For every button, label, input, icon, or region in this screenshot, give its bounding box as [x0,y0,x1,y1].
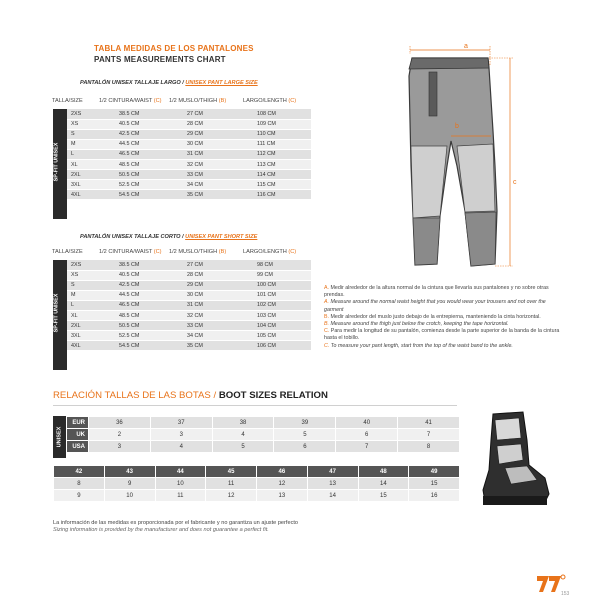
boot-size-cell: 36 [89,417,151,429]
waist-cell: 46.5 CM [117,300,173,310]
waist-cell: 52.5 CM [117,180,173,190]
size-cell: 2XL [67,321,117,331]
size-cell: XS [67,119,117,129]
unisex-label-bar [53,416,66,458]
length-cell: 112 CM [243,149,311,159]
boot-size-cell: 44 [155,466,206,478]
large-table-subtitle [80,80,258,86]
boot-row-label: EUR [67,417,89,429]
length-cell: 109 CM [243,119,311,129]
thigh-cell: 27 CM [173,260,243,270]
header-waist: 1/2 CINTURA/WAIST (C) [99,98,162,104]
measurement-note [324,299,564,313]
table-row [67,129,311,139]
table-row [67,139,311,149]
note-letter: C. [324,342,330,349]
note-text: Para medir la longitud de su pantalón, comienza desde la parte superior de la banda de la cintura hasta el tobillo. [324,328,560,342]
chart-title-en: PANTS MEASUREMENTS CHART [94,55,226,64]
size-cell: S [67,129,117,139]
length-cell: 105 CM [243,331,311,341]
boot-size-cell: 13 [257,490,308,502]
note-letter: A. [324,285,330,291]
boot-size-cell: 12 [206,490,257,502]
boot-size-cell: 2 [89,429,151,441]
note-text: Measure around the normal waist height that you would wear your trousers and not over the garment [324,299,546,313]
thigh-cell: 30 CM [173,290,243,300]
length-cell: 106 CM [243,341,311,351]
table-row [67,119,311,129]
length-cell: 104 CM [243,321,311,331]
boot-row [54,466,460,478]
note-text: Measure around the thigh just below the crotch, keeping the tape horizontal. [330,321,509,328]
table-row [67,109,311,119]
waist-cell: 44.5 CM [117,290,173,300]
thigh-cell: 28 CM [173,270,243,280]
boot-row-label: UK [67,429,89,441]
boot-size-cell: 5 [212,441,274,453]
boot-size-cell: 8 [398,441,460,453]
unisex-label: UNISEX [56,426,63,448]
thigh-cell: 33 CM [173,321,243,331]
thigh-cell: 32 CM [173,159,243,169]
boot-size-cell: 4 [150,441,212,453]
header-waist: 1/2 CINTURA/WAIST (C) [99,249,162,255]
table-row [67,321,311,331]
boot-size-cell: 16 [409,490,460,502]
boot-size-cell: 47 [307,466,358,478]
note-text: To measure your pant length, start from the top of the waist band to the ankle. [330,342,513,349]
waist-cell: 48.5 CM [117,310,173,320]
waist-cell: 40.5 CM [117,270,173,280]
thigh-cell: 32 CM [173,310,243,320]
short-table-header [52,249,296,255]
boot-size-cell: 10 [155,478,206,490]
boot-title-es: RELACIÓN TALLAS DE LAS BOTAS / [53,390,219,401]
note-letter: C. [324,328,330,335]
thigh-cell: 35 CM [173,190,243,200]
thigh-cell: 35 CM [173,341,243,351]
size-cell: M [67,139,117,149]
waist-cell: 42.5 CM [117,129,173,139]
large-fit-label: SP-FIT UNISEX [53,142,60,182]
boot-size-cell: 3 [89,441,151,453]
size-cell: 4XL [67,190,117,200]
thigh-cell: 34 CM [173,180,243,190]
size-cell: XL [67,159,117,169]
measurement-note [324,343,564,350]
short-table-subtitle [80,234,257,240]
boot-size-cell: 37 [150,417,212,429]
pants-diagram-icon [385,36,545,286]
table-row [67,260,311,270]
waist-cell: 54.5 CM [117,341,173,351]
waist-cell: 38.5 CM [117,260,173,270]
waist-cell: 44.5 CM [117,139,173,149]
large-size-table [67,109,311,200]
boot-row [67,417,460,429]
boot-size-table-2 [53,465,460,502]
waist-cell: 50.5 CM [117,321,173,331]
large-fit-label-bar [53,109,67,219]
size-cell: S [67,280,117,290]
footer-es: La información de las medidas es proporcionada por el fabricante y no garantiza un ajuste perfecto [53,520,299,526]
length-cell: 102 CM [243,300,311,310]
table-row [67,270,311,280]
thigh-cell: 27 CM [173,109,243,119]
size-cell: 2XL [67,170,117,180]
size-cell: 2XS [67,260,117,270]
header-length: LARGO/LENGTH (C) [243,249,297,255]
page-number: 153 [561,591,570,597]
measurement-note [324,321,564,328]
boot-size-cell: 40 [336,417,398,429]
thigh-cell: 29 CM [173,129,243,139]
table-row [67,310,311,320]
short-size-table [67,260,311,351]
length-cell: 111 CM [243,139,311,149]
table-row [67,341,311,351]
table-row [67,190,311,200]
length-cell: 108 CM [243,109,311,119]
waist-cell: 38.5 CM [117,109,173,119]
table-row [67,149,311,159]
boot-size-cell: 12 [257,478,308,490]
boot-size-cell: 14 [307,490,358,502]
footer-en: Sizing information is provided by the manufacturer and does not guarantee a perfect fit. [53,527,269,533]
size-cell: XL [67,310,117,320]
table-row [67,300,311,310]
short-fit-label: SP-FIT UNISEX [53,293,60,333]
note-text: Medir alrededor del muslo justo debajo de la entrepierna, manteniendo la cinta horizontal. [330,313,541,320]
table-row [67,280,311,290]
boot-size-cell: 4 [212,429,274,441]
brand-logo-icon [535,572,579,594]
header-thigh: 1/2 MUSLO/THIGH (B) [169,249,227,255]
large-subtitle-es: PANTALÓN UNISEX TALLAJE LARGO / [80,80,186,86]
waist-cell: 50.5 CM [117,170,173,180]
size-cell: 3XL [67,180,117,190]
size-cell: 2XS [67,109,117,119]
dim-letter-c: c [513,179,517,186]
large-table-header [52,98,296,104]
boot-size-cell: 3 [150,429,212,441]
boot-row [54,490,460,502]
boot-size-table-1 [66,416,460,453]
boot-row [67,429,460,441]
size-cell: 3XL [67,331,117,341]
header-size: TALLA/SIZE [52,98,83,104]
measurement-note [324,328,564,342]
waist-cell: 48.5 CM [117,159,173,169]
thigh-cell: 31 CM [173,300,243,310]
boot-size-cell: 41 [398,417,460,429]
note-letter: B. [324,321,330,328]
table-row [67,180,311,190]
length-cell: 100 CM [243,280,311,290]
boot-size-cell: 9 [104,478,155,490]
boot-size-cell: 6 [336,429,398,441]
boot-size-cell: 42 [54,466,105,478]
waist-cell: 54.5 CM [117,190,173,200]
short-subtitle-es: PANTALÓN UNISEX TALLAJE CORTO / [80,234,186,240]
size-cell: XS [67,270,117,280]
note-letter: B. [324,313,330,320]
boot-size-cell: 45 [206,466,257,478]
boot-divider [53,405,457,406]
boot-size-cell: 14 [358,478,409,490]
size-cell: L [67,149,117,159]
length-cell: 110 CM [243,129,311,139]
length-cell: 115 CM [243,180,311,190]
measurement-notes [324,285,564,350]
length-cell: 113 CM [243,159,311,169]
boot-title-en: BOOT SIZES RELATION [218,390,328,401]
table-row [67,170,311,180]
short-subtitle-en: UNISEX PANT SHORT SIZE [185,234,258,240]
boot-size-cell: 11 [155,490,206,502]
boot-size-cell: 43 [104,466,155,478]
note-letter: A. [324,299,330,306]
table-row [67,159,311,169]
thigh-cell: 29 CM [173,280,243,290]
thigh-cell: 30 CM [173,139,243,149]
boot-size-cell: 15 [409,478,460,490]
size-cell: L [67,300,117,310]
boot-sizes-title [53,390,328,401]
table-row [67,290,311,300]
boot-size-cell: 7 [398,429,460,441]
length-cell: 116 CM [243,190,311,200]
large-subtitle-en: UNISEX PANT LARGE SIZE [185,80,258,86]
boot-size-cell: 6 [274,441,336,453]
length-cell: 99 CM [243,270,311,280]
boot-size-cell: 11 [206,478,257,490]
thigh-cell: 28 CM [173,119,243,129]
thigh-cell: 31 CM [173,149,243,159]
table-row [67,331,311,341]
waist-cell: 52.5 CM [117,331,173,341]
waist-cell: 42.5 CM [117,280,173,290]
chart-title-es: TABLA MEDIDAS DE LOS PANTALONES [94,44,254,53]
size-cell: 4XL [67,341,117,351]
header-thigh: 1/2 MUSLO/THIGH (B) [169,98,227,104]
boot-size-cell: 49 [409,466,460,478]
boot-image-icon [475,410,555,510]
boot-size-cell: 7 [336,441,398,453]
length-cell: 103 CM [243,310,311,320]
dim-letter-a: a [464,43,468,50]
length-cell: 114 CM [243,170,311,180]
note-text: Medir alrededor de la altura normal de la cintura que llevaría sus pantalones y no sobre otras prendas. [324,285,549,299]
boot-row-label: USA [67,441,89,453]
dim-letter-b: b [455,123,459,130]
size-cell: M [67,290,117,300]
length-cell: 98 CM [243,260,311,270]
measurement-note [324,314,564,321]
waist-cell: 46.5 CM [117,149,173,159]
boot-size-cell: 10 [104,490,155,502]
measurement-note [324,285,564,299]
waist-cell: 40.5 CM [117,119,173,129]
thigh-cell: 34 CM [173,331,243,341]
length-cell: 101 CM [243,290,311,300]
boot-size-cell: 13 [307,478,358,490]
boot-size-cell: 48 [358,466,409,478]
short-fit-label-bar [53,260,67,370]
footer-disclaimer [53,520,298,534]
header-size: TALLA/SIZE [52,249,83,255]
boot-size-cell: 15 [358,490,409,502]
boot-size-cell: 5 [274,429,336,441]
boot-size-cell: 46 [257,466,308,478]
boot-row [67,441,460,453]
header-length: LARGO/LENGTH (C) [243,98,297,104]
boot-size-cell: 38 [212,417,274,429]
thigh-cell: 33 CM [173,170,243,180]
boot-size-cell: 9 [54,490,105,502]
boot-size-cell: 8 [54,478,105,490]
boot-size-cell: 39 [274,417,336,429]
boot-row [54,478,460,490]
